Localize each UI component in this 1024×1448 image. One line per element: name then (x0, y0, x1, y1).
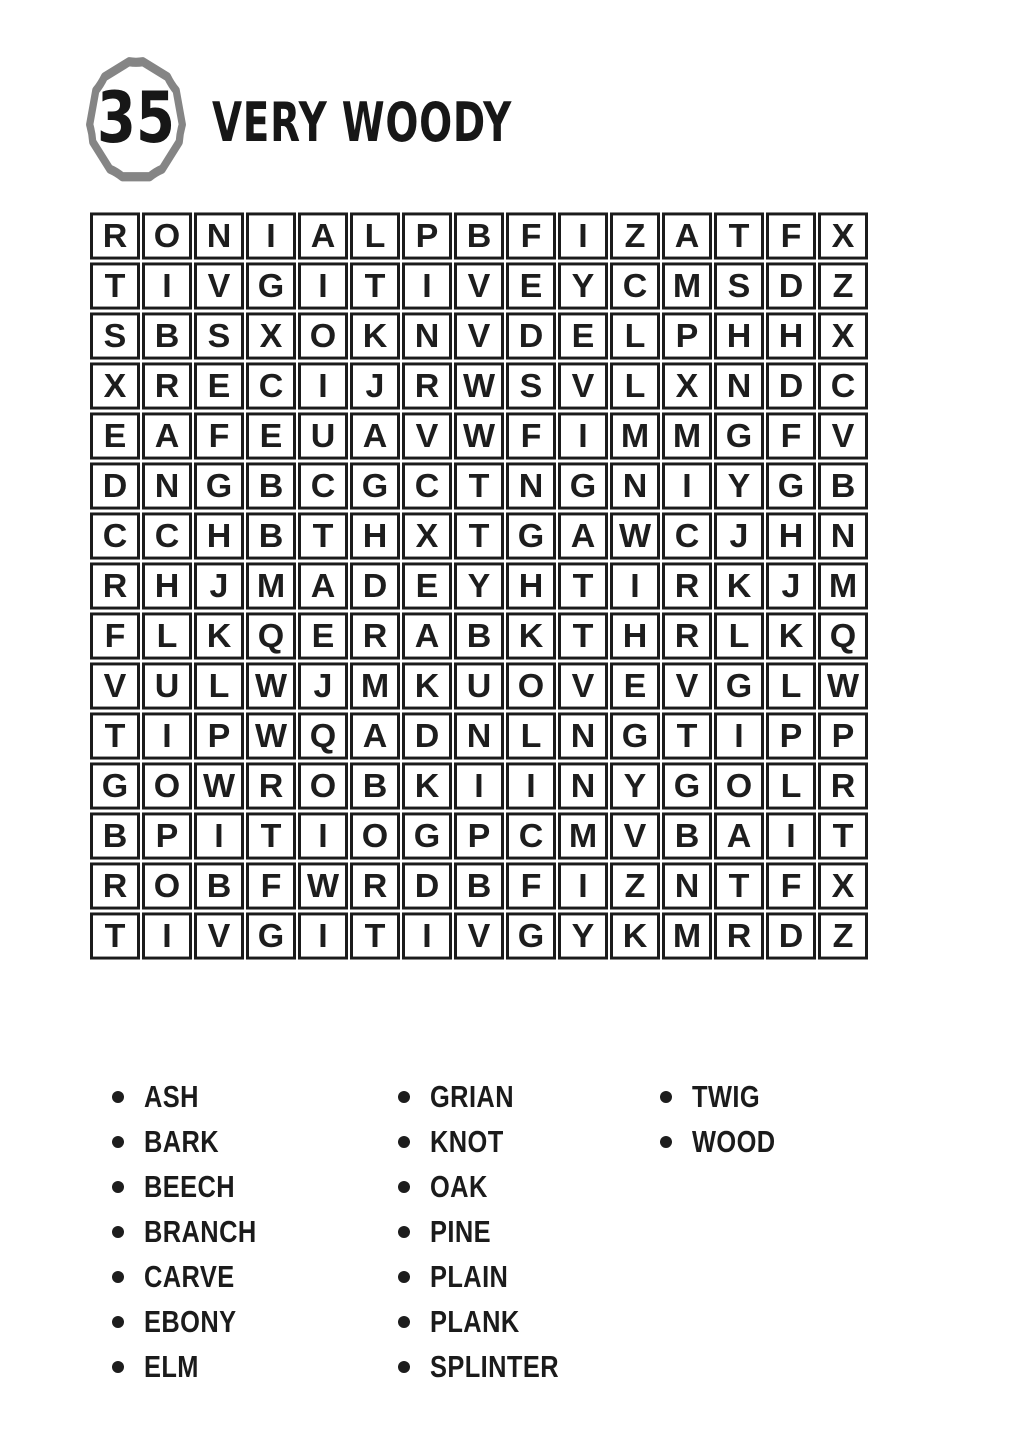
grid-cell-r6c9[interactable]: N (506, 462, 556, 509)
word-list-item-beech (112, 1164, 281, 1209)
grid-cell-r3c2[interactable]: B (142, 312, 192, 359)
grid-cell-r3c8[interactable]: V (454, 312, 504, 359)
word-list-item-knot (398, 1119, 587, 1164)
grid-cell-r14c9[interactable]: F (506, 862, 556, 909)
grid-cell-r3c10[interactable]: E (558, 312, 608, 359)
grid-cell-r13c8[interactable]: P (454, 812, 504, 859)
bullet-icon (660, 1136, 672, 1148)
grid-cell-r10c6[interactable]: M (350, 662, 400, 709)
grid-row (90, 912, 868, 960)
grid-cell-r4c1[interactable]: X (90, 362, 140, 409)
bullet-icon (398, 1361, 410, 1373)
grid-cell-r13c3[interactable]: I (194, 812, 244, 859)
grid-cell-r7c10[interactable]: A (558, 512, 608, 559)
grid-cell-r11c3[interactable]: P (194, 712, 244, 759)
word-label: TWIG (692, 1078, 760, 1114)
grid-cell-r9c15[interactable]: Q (818, 612, 868, 659)
bullet-icon (112, 1271, 124, 1283)
puzzle-title: VERY WOODY (212, 91, 512, 154)
grid-cell-r4c10[interactable]: V (558, 362, 608, 409)
grid-cell-r9c9[interactable]: K (506, 612, 556, 659)
grid-cell-r3c6[interactable]: K (350, 312, 400, 359)
grid-cell-r13c14[interactable]: I (766, 812, 816, 859)
grid-cell-r2c14[interactable]: D (766, 262, 816, 309)
grid-cell-r3c1[interactable]: S (90, 312, 140, 359)
grid-cell-r11c5[interactable]: Q (298, 712, 348, 759)
grid-cell-r7c14[interactable]: H (766, 512, 816, 559)
grid-cell-r11c7[interactable]: D (402, 712, 452, 759)
puzzle-number: 35 (97, 76, 175, 159)
grid-cell-r4c4[interactable]: C (246, 362, 296, 409)
grid-cell-r12c14[interactable]: L (766, 762, 816, 809)
grid-cell-r9c1[interactable]: F (90, 612, 140, 659)
bullet-icon (398, 1181, 410, 1193)
bullet-icon (398, 1136, 410, 1148)
grid-cell-r10c4[interactable]: W (246, 662, 296, 709)
grid-cell-r5c5[interactable]: U (298, 412, 348, 459)
grid-cell-r2c8[interactable]: V (454, 262, 504, 309)
grid-cell-r11c1[interactable]: T (90, 712, 140, 759)
grid-cell-r4c2[interactable]: R (142, 362, 192, 409)
grid-cell-r13c13[interactable]: A (714, 812, 764, 859)
grid-cell-r6c4[interactable]: B (246, 462, 296, 509)
grid-cell-r15c5[interactable]: I (298, 912, 348, 959)
grid-cell-r10c15[interactable]: W (818, 662, 868, 709)
word-list-item-branch (112, 1209, 281, 1254)
grid-cell-r15c10[interactable]: Y (558, 912, 608, 959)
grid-cell-r1c4[interactable]: I (246, 212, 296, 259)
grid-cell-r2c4[interactable]: G (246, 262, 296, 309)
grid-cell-r11c6[interactable]: A (350, 712, 400, 759)
grid-cell-r14c4[interactable]: F (246, 862, 296, 909)
grid-cell-r2c7[interactable]: I (402, 262, 452, 309)
grid-cell-r5c8[interactable]: W (454, 412, 504, 459)
grid-cell-r12c10[interactable]: N (558, 762, 608, 809)
grid-row (90, 762, 868, 810)
word-list-item-bark (112, 1119, 281, 1164)
grid-cell-r15c7[interactable]: I (402, 912, 452, 959)
grid-cell-r5c15[interactable]: V (818, 412, 868, 459)
grid-cell-r4c11[interactable]: L (610, 362, 660, 409)
grid-cell-r8c13[interactable]: K (714, 562, 764, 609)
grid-cell-r14c15[interactable]: X (818, 862, 868, 909)
grid-cell-r2c2[interactable]: I (142, 262, 192, 309)
grid-cell-r12c11[interactable]: Y (610, 762, 660, 809)
grid-row (90, 262, 868, 310)
bullet-icon (112, 1316, 124, 1328)
word-search-grid (88, 210, 870, 962)
grid-cell-r12c8[interactable]: I (454, 762, 504, 809)
grid-row (90, 362, 868, 410)
grid-cell-r5c1[interactable]: E (90, 412, 140, 459)
grid-cell-r6c13[interactable]: Y (714, 462, 764, 509)
word-list-column-3 (660, 1074, 794, 1164)
grid-cell-r4c3[interactable]: E (194, 362, 244, 409)
grid-cell-r13c6[interactable]: O (350, 812, 400, 859)
grid-cell-r9c11[interactable]: H (610, 612, 660, 659)
grid-cell-r3c15[interactable]: X (818, 312, 868, 359)
grid-cell-r4c6[interactable]: J (350, 362, 400, 409)
grid-cell-r7c11[interactable]: W (610, 512, 660, 559)
puzzle-number-badge (85, 51, 187, 184)
grid-cell-r8c1[interactable]: R (90, 562, 140, 609)
word-list-item-carve (112, 1254, 281, 1299)
grid-cell-r7c9[interactable]: G (506, 512, 556, 559)
bullet-icon (112, 1181, 124, 1193)
grid-cell-r11c9[interactable]: L (506, 712, 556, 759)
grid-cell-r3c9[interactable]: D (506, 312, 556, 359)
grid-cell-r2c1[interactable]: T (90, 262, 140, 309)
word-list-item-twig (660, 1074, 794, 1119)
grid-cell-r15c9[interactable]: G (506, 912, 556, 959)
grid-cell-r14c3[interactable]: B (194, 862, 244, 909)
grid-cell-r14c6[interactable]: R (350, 862, 400, 909)
grid-cell-r15c15[interactable]: Z (818, 912, 868, 959)
grid-cell-r14c10[interactable]: I (558, 862, 608, 909)
word-label: OAK (430, 1168, 488, 1204)
grid-cell-r13c15[interactable]: T (818, 812, 868, 859)
grid-cell-r15c6[interactable]: T (350, 912, 400, 959)
grid-cell-r13c5[interactable]: I (298, 812, 348, 859)
grid-cell-r4c7[interactable]: R (402, 362, 452, 409)
grid-cell-r15c2[interactable]: I (142, 912, 192, 959)
grid-cell-r2c10[interactable]: Y (558, 262, 608, 309)
grid-cell-r9c4[interactable]: Q (246, 612, 296, 659)
grid-cell-r14c1[interactable]: R (90, 862, 140, 909)
grid-cell-r8c15[interactable]: M (818, 562, 868, 609)
grid-cell-r8c6[interactable]: D (350, 562, 400, 609)
grid-cell-r13c10[interactable]: M (558, 812, 608, 859)
grid-cell-r7c12[interactable]: C (662, 512, 712, 559)
grid-cell-r15c12[interactable]: M (662, 912, 712, 959)
word-label: EBONY (144, 1303, 237, 1339)
word-label: PINE (430, 1213, 491, 1249)
grid-cell-r4c15[interactable]: C (818, 362, 868, 409)
grid-cell-r13c9[interactable]: C (506, 812, 556, 859)
grid-cell-r12c3[interactable]: W (194, 762, 244, 809)
grid-cell-r3c13[interactable]: H (714, 312, 764, 359)
grid-row (90, 312, 868, 360)
word-list-item-pine (398, 1209, 587, 1254)
word-list-item-wood (660, 1119, 794, 1164)
grid-cell-r1c15[interactable]: X (818, 212, 868, 259)
word-label: PLANK (430, 1303, 520, 1339)
grid-cell-r14c8[interactable]: B (454, 862, 504, 909)
grid-cell-r5c2[interactable]: A (142, 412, 192, 459)
grid-cell-r14c5[interactable]: W (298, 862, 348, 909)
grid-cell-r11c14[interactable]: P (766, 712, 816, 759)
grid-cell-r4c12[interactable]: X (662, 362, 712, 409)
word-list-item-ash (112, 1074, 281, 1119)
grid-cell-r8c12[interactable]: R (662, 562, 712, 609)
bullet-icon (112, 1136, 124, 1148)
grid-cell-r13c7[interactable]: G (402, 812, 452, 859)
word-label: PLAIN (430, 1258, 509, 1294)
grid-cell-r12c9[interactable]: I (506, 762, 556, 809)
grid-cell-r10c11[interactable]: E (610, 662, 660, 709)
word-list-item-plank (398, 1299, 587, 1344)
grid-cell-r2c6[interactable]: T (350, 262, 400, 309)
grid-row (90, 562, 868, 610)
bullet-icon (398, 1091, 410, 1103)
grid-cell-r11c10[interactable]: N (558, 712, 608, 759)
word-list-column-1 (112, 1074, 281, 1389)
grid-cell-r9c7[interactable]: A (402, 612, 452, 659)
grid-cell-r15c11[interactable]: K (610, 912, 660, 959)
grid-cell-r6c8[interactable]: T (454, 462, 504, 509)
grid-row (90, 862, 868, 910)
grid-cell-r7c7[interactable]: X (402, 512, 452, 559)
grid-cell-r1c2[interactable]: O (142, 212, 192, 259)
grid-cell-r10c7[interactable]: K (402, 662, 452, 709)
grid-cell-r15c13[interactable]: R (714, 912, 764, 959)
grid-cell-r5c10[interactable]: I (558, 412, 608, 459)
grid-row (90, 812, 868, 860)
grid-cell-r9c3[interactable]: K (194, 612, 244, 659)
grid-cell-r7c5[interactable]: T (298, 512, 348, 559)
word-label: SPLINTER (430, 1348, 559, 1384)
grid-cell-r4c9[interactable]: S (506, 362, 556, 409)
grid-cell-r15c14[interactable]: D (766, 912, 816, 959)
grid-cell-r13c11[interactable]: V (610, 812, 660, 859)
grid-cell-r1c7[interactable]: P (402, 212, 452, 259)
grid-cell-r13c12[interactable]: B (662, 812, 712, 859)
bullet-icon (112, 1091, 124, 1103)
grid-cell-r10c2[interactable]: U (142, 662, 192, 709)
grid-cell-r15c1[interactable]: T (90, 912, 140, 959)
grid-cell-r15c3[interactable]: V (194, 912, 244, 959)
grid-cell-r10c8[interactable]: U (454, 662, 504, 709)
grid-cell-r1c10[interactable]: I (558, 212, 608, 259)
grid-cell-r8c5[interactable]: A (298, 562, 348, 609)
word-list-item-elm (112, 1344, 281, 1389)
grid-cell-r8c2[interactable]: H (142, 562, 192, 609)
grid-cell-r10c12[interactable]: V (662, 662, 712, 709)
grid-cell-r11c11[interactable]: G (610, 712, 660, 759)
grid-cell-r8c7[interactable]: E (402, 562, 452, 609)
grid-cell-r2c13[interactable]: S (714, 262, 764, 309)
grid-cell-r7c6[interactable]: H (350, 512, 400, 559)
grid-cell-r14c11[interactable]: Z (610, 862, 660, 909)
word-label: BARK (144, 1123, 220, 1159)
grid-cell-r9c6[interactable]: R (350, 612, 400, 659)
grid-cell-r14c12[interactable]: N (662, 862, 712, 909)
grid-cell-r6c6[interactable]: G (350, 462, 400, 509)
grid-cell-r8c3[interactable]: J (194, 562, 244, 609)
grid-cell-r14c13[interactable]: T (714, 862, 764, 909)
grid-cell-r1c3[interactable]: N (194, 212, 244, 259)
word-list-item-ebony (112, 1299, 281, 1344)
grid-row (90, 612, 868, 660)
grid-cell-r10c1[interactable]: V (90, 662, 140, 709)
grid-cell-r2c15[interactable]: Z (818, 262, 868, 309)
grid-cell-r5c12[interactable]: M (662, 412, 712, 459)
grid-cell-r12c7[interactable]: K (402, 762, 452, 809)
grid-cell-r9c10[interactable]: T (558, 612, 608, 659)
grid-cell-r7c4[interactable]: B (246, 512, 296, 559)
grid-cell-r11c12[interactable]: T (662, 712, 712, 759)
grid-cell-r2c5[interactable]: I (298, 262, 348, 309)
grid-cell-r3c14[interactable]: H (766, 312, 816, 359)
grid-cell-r15c4[interactable]: G (246, 912, 296, 959)
grid-cell-r13c2[interactable]: P (142, 812, 192, 859)
grid-cell-r2c11[interactable]: C (610, 262, 660, 309)
bullet-icon (112, 1226, 124, 1238)
grid-cell-r1c11[interactable]: Z (610, 212, 660, 259)
grid-cell-r2c12[interactable]: M (662, 262, 712, 309)
grid-cell-r12c13[interactable]: O (714, 762, 764, 809)
grid-cell-r6c12[interactable]: I (662, 462, 712, 509)
grid-cell-r8c10[interactable]: T (558, 562, 608, 609)
grid-cell-r2c9[interactable]: E (506, 262, 556, 309)
grid-cell-r10c10[interactable]: V (558, 662, 608, 709)
grid-cell-r12c1[interactable]: G (90, 762, 140, 809)
grid-cell-r12c4[interactable]: R (246, 762, 296, 809)
grid-cell-r4c14[interactable]: D (766, 362, 816, 409)
grid-cell-r14c14[interactable]: F (766, 862, 816, 909)
grid-cell-r1c12[interactable]: A (662, 212, 712, 259)
grid-cell-r1c14[interactable]: F (766, 212, 816, 259)
grid-cell-r13c4[interactable]: T (246, 812, 296, 859)
word-label: CARVE (144, 1258, 235, 1294)
grid-cell-r10c3[interactable]: L (194, 662, 244, 709)
grid-cell-r8c9[interactable]: H (506, 562, 556, 609)
grid-cell-r9c5[interactable]: E (298, 612, 348, 659)
grid-cell-r8c4[interactable]: M (246, 562, 296, 609)
word-label: BEECH (144, 1168, 236, 1204)
grid-cell-r1c13[interactable]: T (714, 212, 764, 259)
grid-cell-r6c5[interactable]: C (298, 462, 348, 509)
grid-cell-r15c8[interactable]: V (454, 912, 504, 959)
grid-cell-r14c2[interactable]: O (142, 862, 192, 909)
grid-cell-r6c2[interactable]: N (142, 462, 192, 509)
grid-row (90, 512, 868, 560)
grid-cell-r3c3[interactable]: S (194, 312, 244, 359)
grid-cell-r5c9[interactable]: F (506, 412, 556, 459)
grid-cell-r12c6[interactable]: B (350, 762, 400, 809)
grid-cell-r12c5[interactable]: O (298, 762, 348, 809)
grid-cell-r5c13[interactable]: G (714, 412, 764, 459)
bullet-icon (398, 1316, 410, 1328)
grid-cell-r3c12[interactable]: P (662, 312, 712, 359)
word-label: GRIAN (430, 1078, 514, 1114)
grid-cell-r10c13[interactable]: G (714, 662, 764, 709)
grid-cell-r9c13[interactable]: L (714, 612, 764, 659)
grid-cell-r8c14[interactable]: J (766, 562, 816, 609)
grid-cell-r5c6[interactable]: A (350, 412, 400, 459)
grid-cell-r7c13[interactable]: J (714, 512, 764, 559)
grid-cell-r6c10[interactable]: G (558, 462, 608, 509)
grid-cell-r3c5[interactable]: O (298, 312, 348, 359)
word-label: BRANCH (144, 1213, 257, 1249)
word-list-item-splinter (398, 1344, 587, 1389)
grid-cell-r4c5[interactable]: I (298, 362, 348, 409)
grid-cell-r1c1[interactable]: R (90, 212, 140, 259)
word-label: ASH (144, 1078, 199, 1114)
grid-cell-r3c11[interactable]: L (610, 312, 660, 359)
grid-cell-r11c13[interactable]: I (714, 712, 764, 759)
grid-cell-r1c5[interactable]: A (298, 212, 348, 259)
grid-cell-r7c1[interactable]: C (90, 512, 140, 559)
grid-cell-r11c15[interactable]: P (818, 712, 868, 759)
grid-row (90, 212, 868, 260)
grid-cell-r5c3[interactable]: F (194, 412, 244, 459)
grid-cell-r10c14[interactable]: L (766, 662, 816, 709)
grid-cell-r3c4[interactable]: X (246, 312, 296, 359)
bullet-icon (398, 1226, 410, 1238)
grid-cell-r14c7[interactable]: D (402, 862, 452, 909)
grid-cell-r10c9[interactable]: O (506, 662, 556, 709)
grid-cell-r2c3[interactable]: V (194, 262, 244, 309)
grid-cell-r9c12[interactable]: R (662, 612, 712, 659)
grid-cell-r9c2[interactable]: L (142, 612, 192, 659)
bullet-icon (398, 1271, 410, 1283)
grid-cell-r5c7[interactable]: V (402, 412, 452, 459)
grid-cell-r6c3[interactable]: G (194, 462, 244, 509)
word-list-item-oak (398, 1164, 587, 1209)
grid-cell-r9c8[interactable]: B (454, 612, 504, 659)
grid-cell-r5c4[interactable]: E (246, 412, 296, 459)
word-label: WOOD (692, 1123, 776, 1159)
grid-cell-r6c7[interactable]: C (402, 462, 452, 509)
grid-cell-r6c15[interactable]: B (818, 462, 868, 509)
grid-cell-r8c11[interactable]: I (610, 562, 660, 609)
grid-cell-r9c14[interactable]: K (766, 612, 816, 659)
grid-row (90, 712, 868, 760)
grid-cell-r4c13[interactable]: N (714, 362, 764, 409)
grid-cell-r5c14[interactable]: F (766, 412, 816, 459)
grid-row (90, 412, 868, 460)
grid-cell-r1c8[interactable]: B (454, 212, 504, 259)
grid-cell-r11c4[interactable]: W (246, 712, 296, 759)
grid-cell-r4c8[interactable]: W (454, 362, 504, 409)
word-label: ELM (144, 1348, 199, 1384)
grid-cell-r1c6[interactable]: L (350, 212, 400, 259)
grid-cell-r12c2[interactable]: O (142, 762, 192, 809)
grid-cell-r12c12[interactable]: G (662, 762, 712, 809)
grid-cell-r7c8[interactable]: T (454, 512, 504, 559)
word-list-column-2 (398, 1074, 587, 1389)
bullet-icon (660, 1091, 672, 1103)
grid-cell-r6c14[interactable]: G (766, 462, 816, 509)
grid-row (90, 662, 868, 710)
grid-cell-r3c7[interactable]: N (402, 312, 452, 359)
grid-cell-r11c2[interactable]: I (142, 712, 192, 759)
grid-cell-r10c5[interactable]: J (298, 662, 348, 709)
grid-row (90, 462, 868, 510)
grid-cell-r5c11[interactable]: M (610, 412, 660, 459)
grid-cell-r13c1[interactable]: B (90, 812, 140, 859)
grid-cell-r7c2[interactable]: C (142, 512, 192, 559)
word-label: KNOT (430, 1123, 504, 1159)
grid-cell-r7c15[interactable]: N (818, 512, 868, 559)
word-list-item-grian (398, 1074, 587, 1119)
grid-cell-r6c11[interactable]: N (610, 462, 660, 509)
grid-cell-r12c15[interactable]: R (818, 762, 868, 809)
grid-cell-r11c8[interactable]: N (454, 712, 504, 759)
grid-cell-r7c3[interactable]: H (194, 512, 244, 559)
grid-cell-r8c8[interactable]: Y (454, 562, 504, 609)
bullet-icon (112, 1361, 124, 1373)
grid-cell-r1c9[interactable]: F (506, 212, 556, 259)
grid-cell-r6c1[interactable]: D (90, 462, 140, 509)
word-list-item-plain (398, 1254, 587, 1299)
